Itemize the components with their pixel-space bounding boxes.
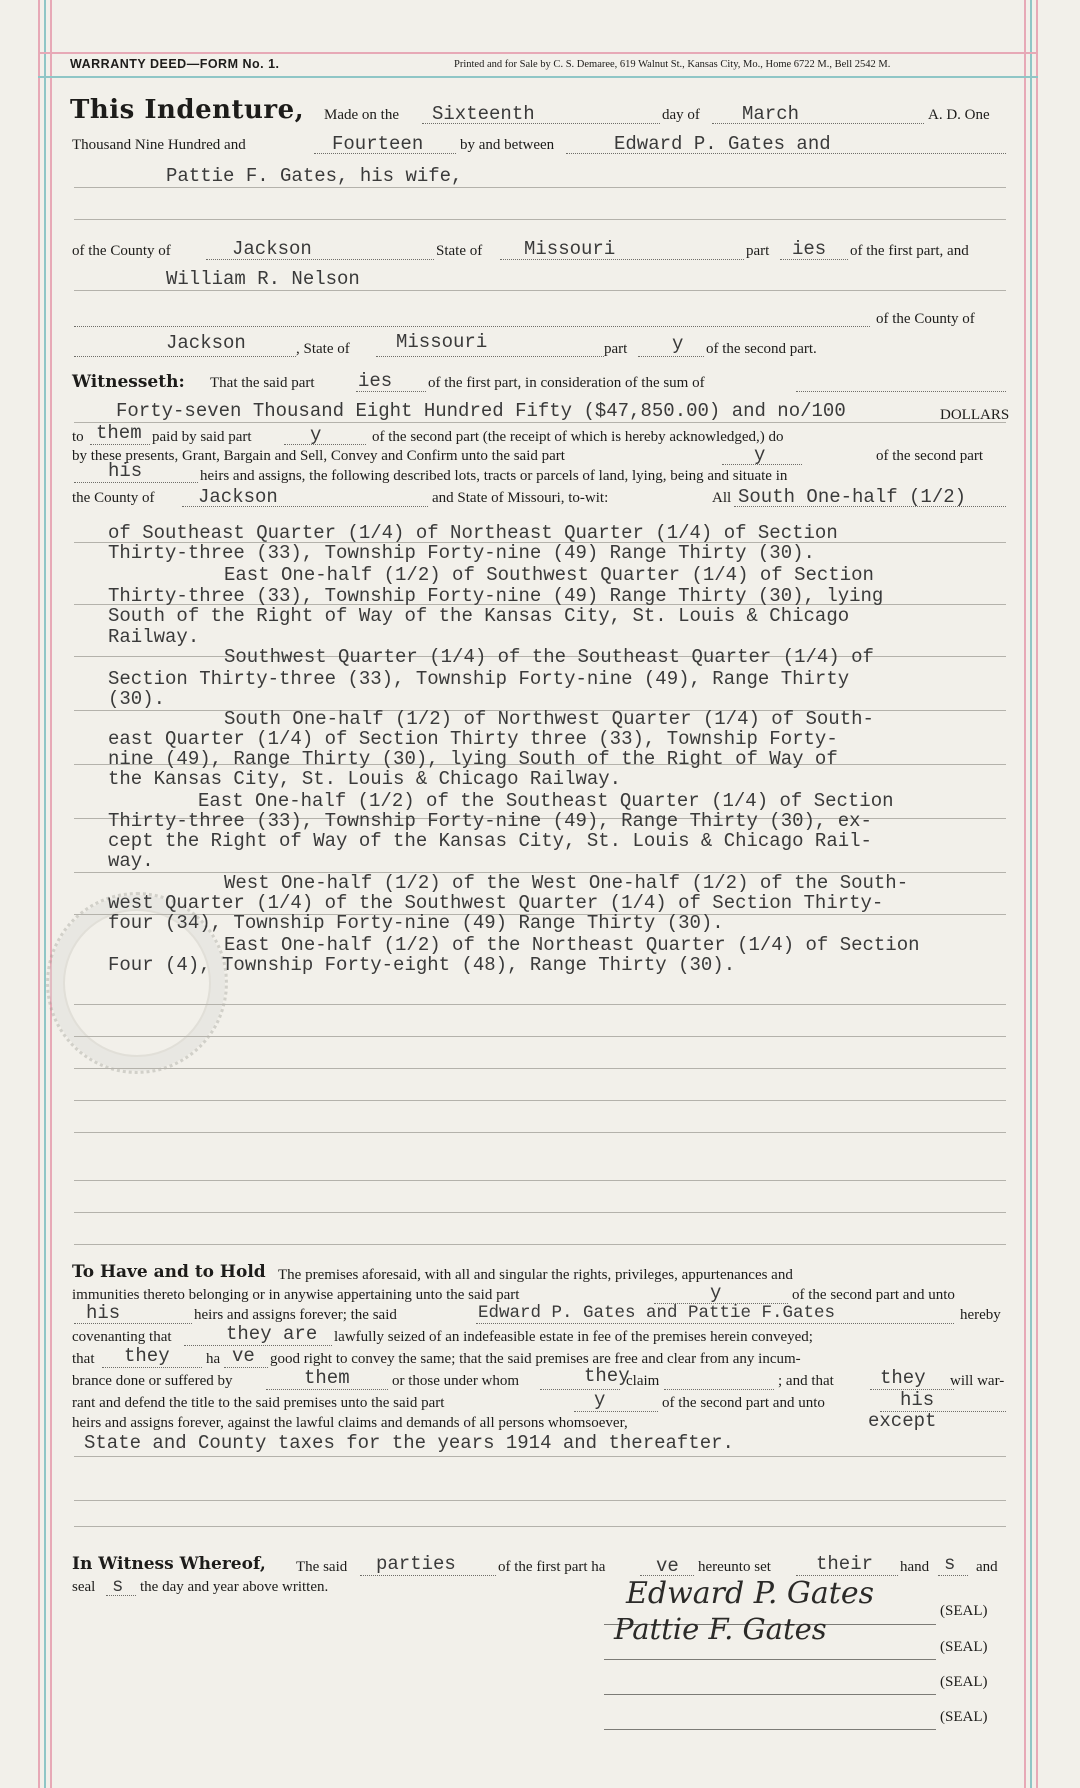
habendum-text: brance done or suffered by — [72, 1373, 233, 1389]
their-value: their — [816, 1553, 874, 1575]
suffered-value: them — [304, 1367, 350, 1389]
fill-line — [938, 1575, 968, 1576]
habendum-text: that — [72, 1351, 95, 1367]
legal-line: East One-half (1/2) of the Northeast Quarter (1/4) of Section — [224, 934, 920, 956]
legal-line: four (34), Township Forty-nine (49) Range Thirty (30). — [108, 912, 724, 934]
habendum-text: covenanting that — [72, 1329, 172, 1345]
blank-line — [74, 1244, 1006, 1245]
fill-line — [74, 422, 1006, 423]
seals-suffix: s — [112, 1575, 124, 1597]
dollars-label: DOLLARS — [940, 407, 1010, 423]
blank-line — [74, 1068, 1006, 1069]
testimonium-text: the day and year above written. — [140, 1579, 329, 1595]
habendum-text: heirs and assigns forever, against the lawful claims and demands of all persons whomsoever, — [72, 1415, 628, 1431]
habendum-text: hereby — [960, 1307, 1001, 1323]
habendum-text: of the second part and unto — [662, 1395, 825, 1411]
border-rule — [1030, 0, 1032, 1788]
testimonium-text: and — [976, 1559, 998, 1575]
seal-label: (SEAL) — [940, 1603, 988, 1619]
fill-line — [74, 482, 198, 483]
fill-line — [574, 1411, 658, 1412]
to-value: them — [96, 422, 142, 444]
hands-suffix: s — [944, 1553, 956, 1575]
legal-line: East One-half (1/2) of Southwest Quarter (1/4) of Section — [224, 564, 874, 586]
legal-line: Four (4), Township Forty-eight (48), Range Thirty (30). — [108, 954, 736, 976]
parties-value: parties — [376, 1553, 456, 1575]
blank-line — [74, 1526, 1006, 1527]
testimonium-text: hereunto set — [698, 1559, 771, 1575]
county-value: Jackson — [198, 486, 278, 508]
habendum-text: ; and that — [778, 1373, 834, 1389]
first-party-county: Jackson — [232, 238, 312, 260]
grantee-name: William R. Nelson — [166, 268, 360, 290]
by-between-label: by and between — [460, 137, 555, 153]
printer-line: Printed and for Sale by C. S. Demaree, 619 Walnut St., Kansas City, Mo., Home 6722 M., Bell 2542 M. — [454, 59, 891, 70]
blank-line — [74, 1004, 1006, 1005]
part-suffix: ies — [792, 238, 827, 260]
consideration-amount: Forty-seven Thousand Eight Hundred Fifty ($47,850.00) and no/100 — [116, 400, 846, 422]
that-value: they — [124, 1345, 170, 1367]
fill-line — [74, 356, 296, 357]
fill-line — [796, 391, 1006, 392]
legal-line: cept the Right of Way of the Kansas City, St. Louis & Chicago Rail- — [108, 830, 872, 852]
heirs-value: his — [108, 460, 143, 482]
fill-line — [74, 187, 1006, 188]
legal-line: east Quarter (1/4) of Section Thirty three (33), Township Forty- — [108, 728, 838, 750]
unto-value: his — [900, 1389, 935, 1411]
testimonium-text: of the first part ha — [498, 1559, 606, 1575]
witnesseth-text: and State of Missouri, to-wit: — [432, 490, 609, 506]
signature-line — [604, 1729, 936, 1730]
indenture-title: This Indenture, — [70, 95, 305, 125]
first-part-label: of the first part, and — [850, 243, 969, 259]
habendum-text: rant and defend the title to the said premises unto the said part — [72, 1395, 445, 1411]
part-suffix: y — [710, 1282, 722, 1304]
year-value: Fourteen — [332, 133, 424, 155]
witnesseth-text: of the first part, in consideration of the sum of — [428, 375, 705, 391]
testimonium-title: In Witness Whereof, — [72, 1554, 266, 1574]
second-party-county: Jackson — [166, 332, 246, 354]
witnesseth-text: by these presents, Grant, Bargain and Sell, Convey and Confirm unto the said part — [72, 448, 565, 464]
fill-line — [74, 326, 870, 327]
legal-line: South of the Right of Way of the Kansas City, St. Louis & Chicago — [108, 605, 850, 627]
first-party-state: Missouri — [524, 238, 616, 260]
fill-line — [266, 1389, 388, 1390]
fill-line — [224, 1367, 268, 1368]
day-value: Sixteenth — [432, 103, 535, 125]
have-suffix: ve — [656, 1555, 679, 1577]
legal-line: Thirty-three (33), Township Forty-nine (49) Range Thirty (30), lying — [108, 585, 884, 607]
legal-line: East One-half (1/2) of the Southeast Quarter (1/4) of Section — [198, 790, 894, 812]
testimonium-text: hand — [900, 1559, 930, 1575]
witnesseth-text: All — [712, 490, 732, 506]
habendum-text: good right to convey the same; that the said premises are free and clear from any incum- — [270, 1351, 801, 1367]
legal-line: Thirty-three (33), Township Forty-nine (49), Range Thirty (30), ex- — [108, 810, 872, 832]
habendum-text: immunities thereto belonging or in anywise appertaining unto the said part — [72, 1287, 520, 1303]
signature-pattie-gates: Pattie F. Gates — [614, 1612, 827, 1646]
blank-line — [74, 219, 1006, 220]
day-of-label: day of — [662, 107, 700, 123]
habendum-text: of the second part and unto — [792, 1287, 955, 1303]
part-suffix: y — [594, 1389, 606, 1411]
signature-line — [604, 1659, 936, 1660]
fill-line — [540, 1389, 620, 1390]
second-part-label: of the second part. — [706, 341, 817, 357]
have-suffix: ve — [232, 1345, 255, 1367]
made-on-label: Made on the — [324, 107, 399, 123]
state-label: , State of — [296, 341, 350, 357]
legal-line: South One-half (1/2) of Northwest Quarter (1/4) of South- — [224, 708, 874, 730]
witnesseth-title: Witnesseth: — [72, 372, 185, 392]
grantor-name-2: Pattie F. Gates, his wife, — [166, 165, 463, 187]
habendum-title: To Have and to Hold — [72, 1262, 266, 1282]
seal-label: (SEAL) — [940, 1674, 988, 1690]
legal-line: (30). — [108, 688, 166, 710]
testimonium-text: seal — [72, 1579, 96, 1595]
part-label: part — [604, 341, 628, 357]
fill-line — [184, 1345, 332, 1346]
witnesseth-text: to — [72, 429, 84, 445]
part-suffix: ies — [358, 370, 393, 392]
legal-line: Railway. — [108, 626, 200, 648]
border-rule — [38, 0, 40, 1788]
habendum-text: heirs and assigns forever; the said — [194, 1307, 397, 1323]
seal-label: (SEAL) — [940, 1639, 988, 1655]
witnesseth-text: heirs and assigns, the following described lots, tracts or parcels of land, lying, being and situate in — [200, 468, 788, 484]
fill-line — [376, 356, 604, 357]
header-rule — [38, 76, 1038, 78]
whom-value: they — [584, 1365, 630, 1387]
witnesseth-text: the County of — [72, 490, 155, 506]
warrant-value: they — [880, 1367, 926, 1389]
signature-line — [604, 1694, 936, 1695]
blank-line — [74, 1212, 1006, 1213]
legal-line: Thirty-three (33), Township Forty-nine (49) Range Thirty (30). — [108, 542, 815, 564]
legal-line: west Quarter (1/4) of the Southwest Quarter (1/4) of Section Thirty- — [108, 892, 884, 914]
fill-line — [664, 1389, 774, 1390]
fill-line — [90, 444, 150, 445]
part-label: part — [746, 243, 770, 259]
witnesseth-text: That the said part — [210, 375, 315, 391]
thousand-label: Thousand Nine Hundred and — [72, 137, 246, 153]
fill-line — [74, 290, 1006, 291]
exception-text: State and County taxes for the years 1914 and thereafter. — [84, 1432, 734, 1454]
habendum-text: lawfully seized of an indefeasible estate in fee of the premises herein conveyed; — [334, 1329, 813, 1345]
signature-edward-gates: Edward P. Gates — [626, 1576, 874, 1611]
legal-line: the Kansas City, St. Louis & Chicago Railway. — [108, 768, 622, 790]
covenant-value: they are — [226, 1323, 318, 1345]
legal-line: of Southeast Quarter (1/4) of Northeast Quarter (1/4) of Section — [108, 522, 838, 544]
fill-line — [74, 1456, 1006, 1457]
legal-line: Southwest Quarter (1/4) of the Southeast Quarter (1/4) of — [224, 646, 874, 668]
habendum-text: or those under whom — [392, 1373, 520, 1389]
part-suffix: y — [754, 444, 766, 466]
border-rule — [44, 0, 46, 1788]
fill-line — [102, 1367, 202, 1368]
of-county-label: of the County of — [876, 311, 975, 327]
seal-label: (SEAL) — [940, 1709, 988, 1725]
legal-line: nine (49), Range Thirty (30), lying South of the Right of Way of — [108, 748, 838, 770]
border-rule — [1024, 0, 1026, 1788]
legal-line: West One-half (1/2) of the West One-half (1/2) of the South- — [224, 872, 909, 894]
fill-line — [284, 444, 366, 445]
blank-line — [74, 1132, 1006, 1133]
part-suffix: y — [672, 333, 684, 355]
month-value: March — [742, 103, 800, 125]
testimonium-text: The said — [296, 1559, 348, 1575]
blank-line — [74, 1180, 1006, 1181]
header-rule — [38, 52, 1038, 54]
witnesseth-text: of the second part (the receipt of which is hereby acknowledged,) do — [372, 429, 784, 445]
grantor-names: Edward P. Gates and Pattie F.Gates — [478, 1303, 836, 1323]
form-title: WARRANTY DEED—FORM No. 1. — [70, 57, 280, 71]
fill-line — [360, 1575, 496, 1576]
except-value: except — [868, 1410, 937, 1432]
habendum-text: will war- — [950, 1373, 1005, 1389]
border-rule — [1036, 0, 1038, 1788]
witnesseth-text: paid by said part — [152, 429, 252, 445]
second-party-state: Missouri — [396, 331, 488, 353]
habendum-text: ha — [206, 1351, 221, 1367]
habendum-text: claim — [626, 1373, 660, 1389]
blank-line — [74, 1036, 1006, 1037]
ad-one-label: A. D. One — [928, 107, 990, 123]
fill-line — [638, 356, 704, 357]
legal-description-start: South One-half (1/2) — [738, 486, 967, 508]
witnesseth-text: of the second part — [876, 448, 984, 464]
blank-line — [74, 1500, 1006, 1501]
grantor-name-1: Edward P. Gates and — [614, 133, 831, 155]
part-suffix: y — [310, 424, 322, 446]
border-rule — [50, 0, 52, 1788]
blank-line — [74, 1100, 1006, 1101]
state-label: State of — [436, 243, 483, 259]
heirs-value: his — [86, 1302, 121, 1324]
legal-line: Section Thirty-three (33), Township Forty-nine (49), Range Thirty — [108, 668, 850, 690]
fill-line — [476, 1323, 954, 1324]
county-label: of the County of — [72, 243, 171, 259]
habendum-text: The premises aforesaid, with all and singular the rights, privileges, appurtenances and — [278, 1267, 793, 1283]
legal-line: way. — [108, 850, 154, 872]
